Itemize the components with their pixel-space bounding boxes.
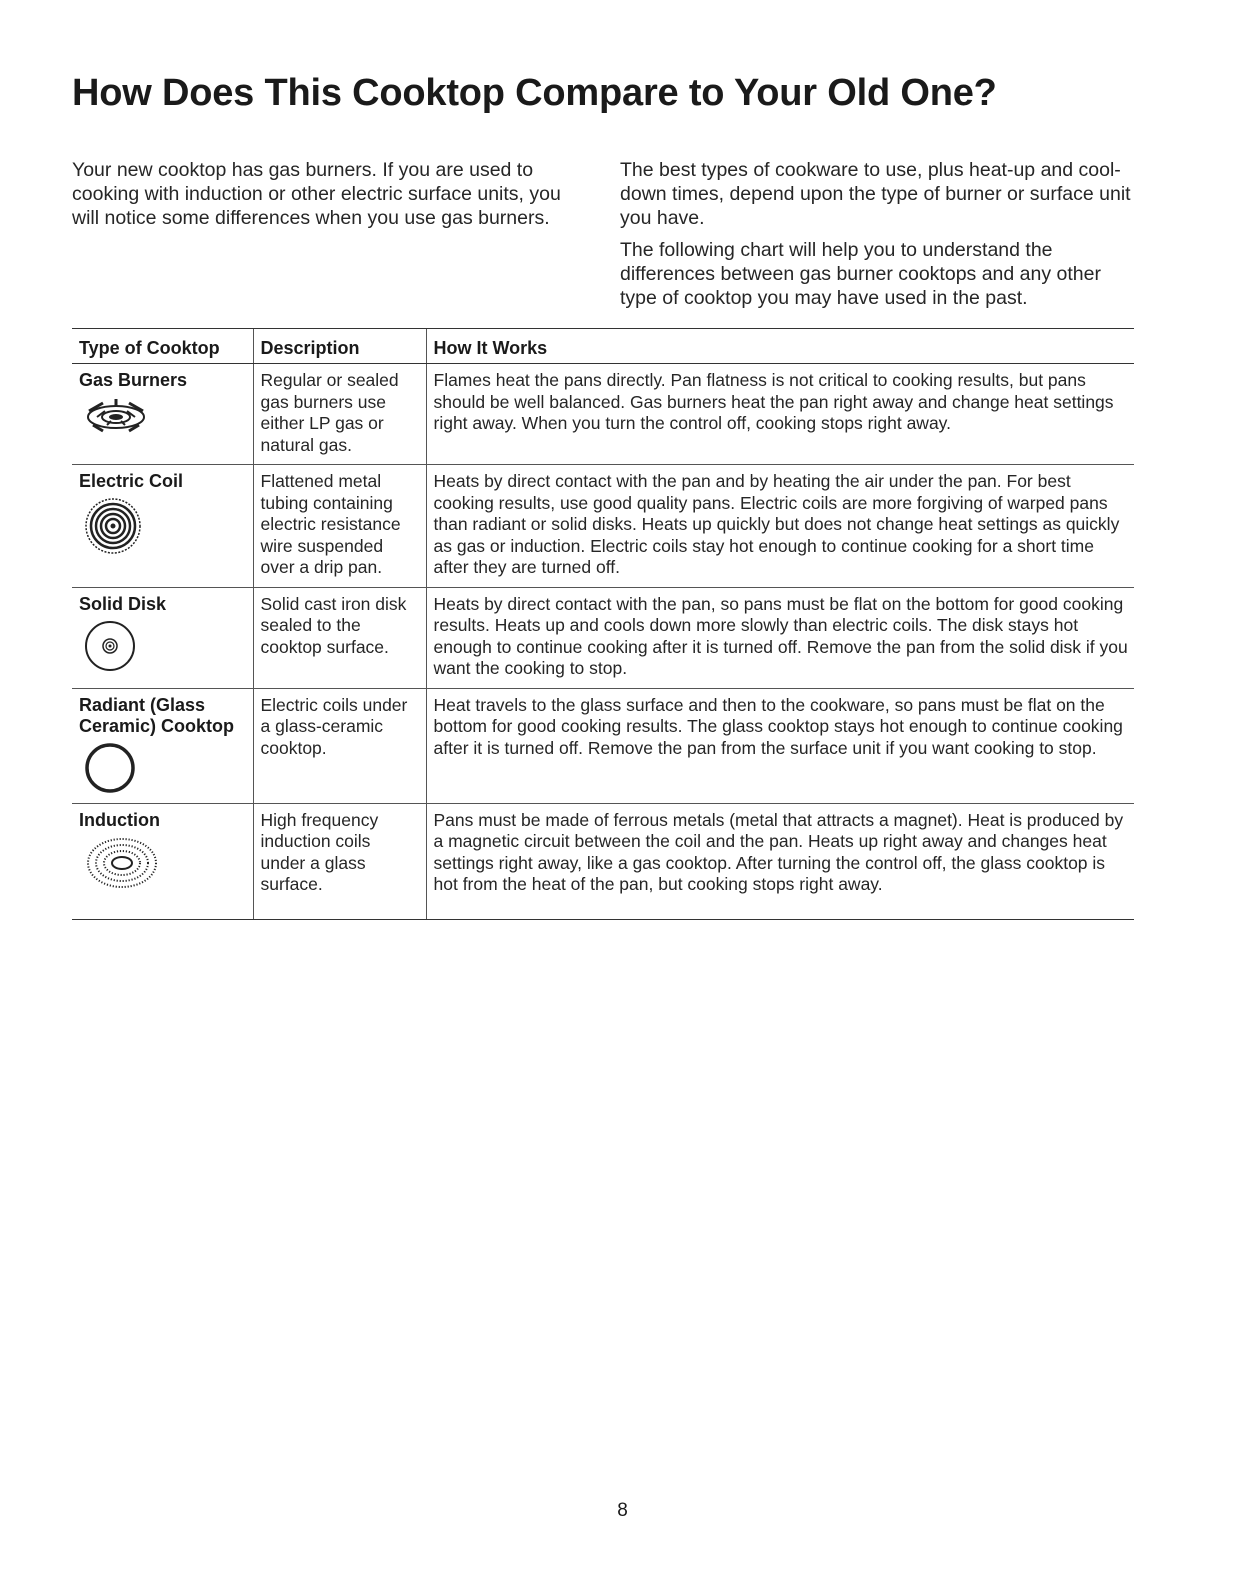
cooktop-type-name: Radiant (Glass Ceramic) Cooktop	[79, 694, 235, 736]
type-cell	[72, 364, 253, 465]
intro-paragraph: The best types of cookware to use, plus heat-up and cool-down times, depend upon the type of burner or surface unit you have.	[620, 159, 1131, 229]
description-cell: Electric coils under a glass-ceramic cooktop.	[253, 688, 426, 803]
intro-paragraph: Your new cooktop has gas burners. If you are used to cooking with induction or other electric surface units, you will notice some differences when you use gas burners.	[72, 159, 561, 229]
solid-disk-icon	[83, 619, 137, 673]
intro-right-column	[620, 158, 1140, 310]
cooktop-type-name: Gas Burners	[79, 370, 188, 390]
table-row	[72, 465, 1134, 588]
column-header-description: Description	[253, 329, 426, 364]
electric-coil-icon	[83, 496, 143, 556]
table-row	[72, 688, 1134, 803]
induction-coil-icon	[83, 835, 161, 891]
gas-burner-icon	[83, 395, 149, 435]
intro-left-column	[72, 158, 592, 230]
description-cell: Solid cast iron disk sealed to the cooktop surface.	[253, 587, 426, 688]
description-cell: High frequency induction coils under a glass surface.	[253, 803, 426, 919]
type-cell	[72, 803, 253, 919]
cooktop-type-name: Solid Disk	[79, 593, 167, 614]
cooktop-type-name: Induction	[79, 809, 160, 830]
table-row	[72, 364, 1134, 465]
column-header-how-it-works: How It Works	[426, 329, 1134, 364]
page-number: 8	[617, 1500, 628, 1521]
how-it-works-cell: Pans must be made of ferrous metals (metal that attracts a magnet). Heat is produced by a magnetic circuit between the coil and the pan. Heats up right away and changes heat settings right away, like a gas cooktop. After turning the control off, the glass cooktop is hot from the heat of the pan, but cooking stops right away.	[426, 803, 1134, 919]
page-title: How Does This Cooktop Compare to Your Old One?	[72, 72, 997, 114]
table-header-row	[72, 329, 1134, 364]
how-it-works-cell: Heats by direct contact with the pan, so pans must be flat on the bottom for good cooking results. Heats up and cools down more slowly than electric coils. The disk stays hot enough to continue cooking after it is turned off. Remove the pan from the solid disk if you want the cooking to stop.	[426, 587, 1134, 688]
how-it-works-cell: Heats by direct contact with the pan and by heating the air under the pan. For best cooking results, use good quality pans. Electric coils are more forgiving of warped pans than radiant or solid disks. Heats up quickly but does not change heat settings as quickly as gas or induction. Electric coils stay hot enough to continue cooking for a short time after they are turned off.	[426, 465, 1134, 588]
type-cell	[72, 688, 253, 803]
table-row	[72, 587, 1134, 688]
type-cell	[72, 587, 253, 688]
table-row	[72, 803, 1134, 919]
description-cell: Flattened metal tubing containing electric resistance wire suspended over a drip pan.	[253, 465, 426, 588]
how-it-works-cell: Heat travels to the glass surface and then to the cookware, so pans must be flat on the bottom for good cooking results. The glass cooktop stays hot enough to continue cooking after it is turned off. Remove the pan from the surface unit if you want cooking to stop.	[426, 688, 1134, 803]
type-cell	[72, 465, 253, 588]
intro-paragraph: The following chart will help you to understand the differences between gas burner cooktops and any other type of cooktop you may have used in the past.	[620, 239, 1101, 309]
description-cell: Regular or sealed gas burners use either LP gas or natural gas.	[253, 364, 426, 465]
how-it-works-cell: Flames heat the pans directly. Pan flatness is not critical to cooking results, but pans should be well balanced. Gas burners heat the pan right away and change heat settings right away. When you turn the control off, cooking stops right away.	[426, 364, 1134, 465]
radiant-element-icon	[83, 741, 137, 795]
cooktop-comparison-table	[72, 328, 1134, 920]
cooktop-type-name: Electric Coil	[79, 471, 184, 491]
column-header-type: Type of Cooktop	[72, 329, 253, 364]
